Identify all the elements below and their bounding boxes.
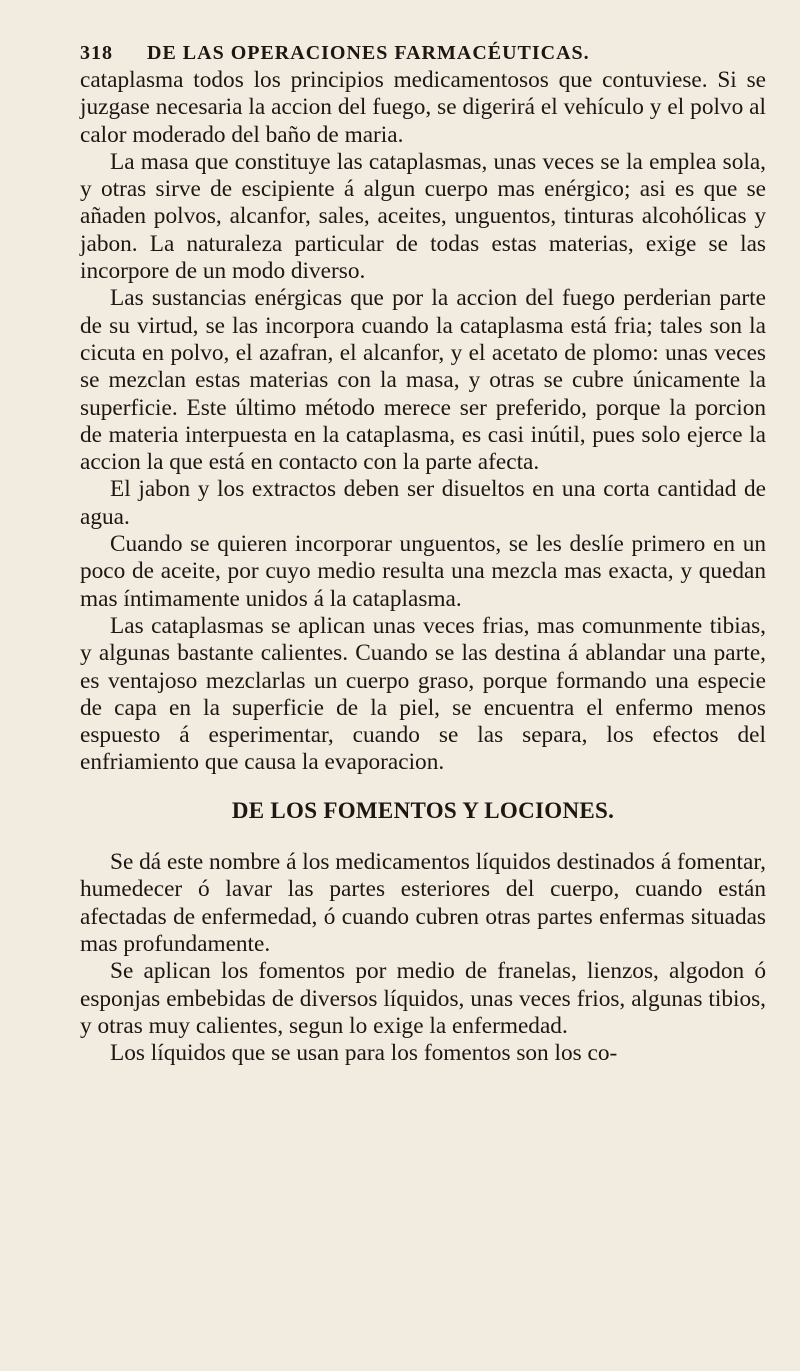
paragraph: Las sustancias enérgicas que por la accion del fuego perderian parte de su virtud, se las incorpora cuando la cataplasma está fria; tales son la cicuta en polvo, el azafran, el alcanfor, y el acetato de plomo: unas veces se mezclan estas materias con la masa, y otras se cubre únicamente la superficie. Este último método merece ser preferido, porque la porcion de materia interpuesta en la cataplasma, es casi inútil, pues solo ejerce la accion la que está en contacto con la parte afecta.	[80, 285, 766, 476]
section-heading: DE LOS FOMENTOS Y LOCIONES.	[231, 797, 615, 823]
paragraph: Se dá este nombre á los medicamentos líquidos destinados á fomentar, humedecer ó lavar las partes esteriores del cuerpo, cuando están afectadas de enfermedad, ó cuando cubren otras partes enfermas situadas mas profundamente.	[80, 849, 766, 957]
paragraph: El jabon y los extractos deben ser disueltos en una corta cantidad de agua.	[80, 476, 766, 530]
running-head: DE LAS OPERACIONES FARMACÉUTICAS.	[147, 42, 590, 64]
paragraph: Las cataplasmas se aplican unas veces frias, mas comunmente tibias, y algunas bastante calientes. Cuando se las destina á ablandar una parte, es ventajoso mezclarlas un cuerpo graso, porque formando una especie de capa en la superficie de la piel, se encuentra el enfermo menos espuesto á esperimentar, cuando se las separa, los efectos del enfriamiento que causa la evaporacion.	[80, 612, 766, 776]
paragraph: Cuando se quieren incorporar unguentos, se les deslíe primero en un poco de aceite, por cuyo medio resulta una mezcla mas exacta, y quedan mas íntimamente unidos á la cataplasma.	[80, 531, 766, 612]
body-text	[80, 67, 766, 1067]
paragraph: Se aplican los fomentos por medio de franelas, lienzos, algodon ó esponjas embebidas de diversos líquidos, unas veces frios, algunas tibios, y otras muy calientes, segun lo exige la enfermedad.	[80, 958, 766, 1039]
paragraph-continued: cataplasma todos los principios medicamentosos que contuviese. Si se juzgase necesaria la accion del fuego, se digerirá el vehículo y el polvo al calor moderado del baño de maria.	[80, 67, 766, 148]
paragraph: La masa que constituye las cataplasmas, unas veces se la emplea sola, y otras sirve de escipiente á algun cuerpo mas enérgico; asi es que se añaden polvos, alcanfor, sales, aceites, unguentos, tinturas alcohólicas y jabon. La naturaleza particular de todas estas materias, exige se las incorpore de un modo diverso.	[80, 148, 766, 285]
paragraph: Los líquidos que se usan para los fomentos son los co-	[110, 1040, 618, 1067]
page-number: 318	[80, 42, 113, 64]
page-header	[80, 42, 766, 65]
